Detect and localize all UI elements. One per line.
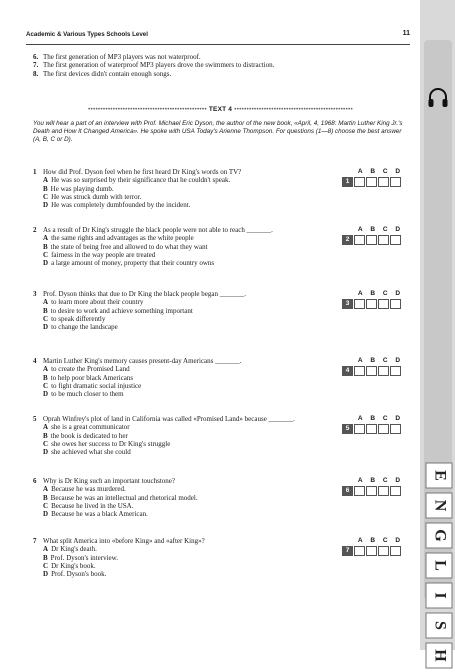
question-stem [33, 168, 333, 176]
option-text: she owes her success to Dr King's struggle [51, 439, 171, 448]
answer-checkbox[interactable] [366, 177, 377, 187]
answer-option [33, 298, 333, 306]
grid-letter: B [370, 537, 376, 544]
option-letter: D [43, 201, 49, 210]
title-dots-right: •••••••••••••••••••••••••••••••••••••••••••••••• [234, 106, 353, 113]
section-title [33, 106, 408, 113]
answer-option [33, 554, 333, 562]
option-text: to desire to work and achieve something important [50, 306, 193, 315]
option-text: fairness in the way people are treated [51, 250, 156, 259]
question-text: As a result of Dr King's struggle the black people were not able to reach _______. [43, 226, 273, 234]
question-text: Martin Luther King's memory causes present-day Americans _______. [43, 357, 242, 365]
option-letter: A [43, 234, 49, 243]
answer-checkbox[interactable] [366, 546, 377, 556]
option-text: He was struck dumb with terror. [51, 192, 142, 201]
answer-grid [342, 357, 404, 376]
option-text: to learn more about their country [51, 298, 144, 307]
grid-letter: A [357, 415, 363, 422]
side-letter: H [426, 643, 453, 669]
answer-row [342, 546, 404, 556]
answer-grid-header [342, 357, 404, 364]
grid-letter: B [370, 477, 376, 484]
answer-checkbox[interactable] [390, 235, 401, 245]
option-letter: D [43, 570, 49, 579]
grid-letter: B [370, 290, 376, 297]
answer-row-number: 6 [342, 486, 353, 496]
answer-checkbox[interactable] [354, 177, 365, 187]
option-text: she achieved what she could [51, 448, 131, 457]
item-number: 6. [33, 53, 39, 61]
answer-option [33, 307, 333, 315]
option-letter: A [43, 176, 49, 185]
answer-checkbox[interactable] [378, 177, 389, 187]
question-text: Prof. Dyson thinks that due to Dr King the black people began _______. [43, 290, 246, 298]
option-letter: B [43, 184, 48, 193]
answer-option [33, 365, 333, 373]
grid-letter: D [395, 477, 401, 484]
answer-grid [342, 290, 404, 309]
answer-checkbox[interactable] [390, 486, 401, 496]
answer-checkbox[interactable] [390, 299, 401, 309]
grid-letter: D [395, 290, 401, 297]
answer-option [33, 390, 333, 398]
list-item [33, 61, 403, 69]
option-letter: B [43, 553, 48, 562]
answer-option [33, 432, 333, 440]
option-letter: D [43, 259, 49, 268]
answer-option [33, 185, 333, 193]
grid-letter: C [382, 477, 388, 484]
question-3 [33, 290, 333, 331]
answer-checkbox[interactable] [354, 546, 365, 556]
answer-checkbox[interactable] [354, 235, 365, 245]
option-text: to change the landscape [51, 323, 118, 332]
answer-checkbox[interactable] [390, 424, 401, 434]
answer-option [33, 562, 333, 570]
answer-option [33, 485, 333, 493]
side-letter: S [426, 613, 453, 639]
grid-letter: B [370, 168, 376, 175]
option-text: the book is dedicated to her [50, 431, 128, 440]
grid-letter: C [382, 537, 388, 544]
option-letter: D [43, 323, 49, 332]
option-text: to fight dramatic social injustice [51, 381, 142, 390]
section-title-text: TEXT 4 [208, 106, 233, 113]
answer-checkbox[interactable] [378, 486, 389, 496]
option-text: to create the Promised Land [51, 365, 130, 374]
option-letter: B [43, 493, 48, 502]
answer-option [33, 570, 333, 578]
question-2 [33, 226, 333, 267]
grid-letter: A [357, 290, 363, 297]
grid-letter: B [370, 357, 376, 364]
grid-letter: C [382, 226, 388, 233]
answer-grid [342, 415, 404, 434]
option-letter: B [43, 306, 48, 315]
grid-letter: A [357, 477, 363, 484]
answer-option [33, 201, 333, 209]
option-letter: A [43, 423, 49, 432]
answer-row [342, 424, 404, 434]
answer-grid-header [342, 415, 404, 422]
grid-letter: B [370, 415, 376, 422]
option-text: the state of being free and allowed to do what they want [50, 242, 208, 251]
answer-option [33, 374, 333, 382]
headphones-icon [426, 86, 450, 110]
answer-checkbox[interactable] [366, 235, 377, 245]
grid-letter: D [395, 415, 401, 422]
grid-letter: C [382, 357, 388, 364]
answer-checkbox[interactable] [390, 546, 401, 556]
question-text: Why is Dr King such an important touchstone? [43, 477, 176, 485]
answer-option [33, 323, 333, 331]
option-text: to help poor black Americans [50, 373, 134, 382]
question-number: 7 [33, 537, 37, 545]
answer-option [33, 502, 333, 510]
answer-row [342, 235, 404, 245]
grid-letter: B [370, 226, 376, 233]
question-number: 6 [33, 477, 37, 485]
option-letter: C [43, 192, 49, 201]
answer-row-number: 2 [342, 235, 353, 245]
list-item [33, 53, 403, 61]
answer-row-number: 7 [342, 546, 353, 556]
grid-letter: A [357, 226, 363, 233]
option-letter: C [43, 561, 49, 570]
question-text: How did Prof. Dyson feel when he first heard Dr King's words on TV? [43, 168, 242, 176]
answer-row-number: 1 [342, 177, 353, 187]
answer-option [33, 259, 333, 267]
answer-option [33, 243, 333, 251]
grid-letter: C [382, 168, 388, 175]
answer-row-number: 3 [342, 299, 353, 309]
answer-grid-header [342, 290, 404, 297]
answer-checkbox[interactable] [378, 424, 389, 434]
answer-checkbox[interactable] [366, 424, 377, 434]
answer-grid-header [342, 168, 404, 175]
question-text: Oprah Winfrey's plot of land in California was called «Promised Land» because _______. [43, 415, 295, 423]
grid-letter: A [357, 537, 363, 544]
side-letter: N [426, 493, 453, 519]
question-6 [33, 477, 333, 518]
page-header [26, 30, 410, 45]
answer-row-number: 4 [342, 366, 353, 376]
answer-row [342, 177, 404, 187]
option-text: to speak differently [51, 314, 106, 323]
question-stem [33, 290, 333, 298]
grid-letter: D [395, 357, 401, 364]
answer-option [33, 251, 333, 259]
question-7 [33, 537, 333, 578]
option-letter: C [43, 250, 49, 259]
answer-checkbox[interactable] [378, 299, 389, 309]
option-letter: D [43, 390, 49, 399]
grid-letter: D [395, 537, 401, 544]
list-item [33, 70, 403, 78]
answer-option [33, 193, 333, 201]
option-text: He was completely dumbfounded by the incident. [51, 201, 191, 210]
answer-option [33, 176, 333, 184]
answer-checkbox[interactable] [390, 366, 401, 376]
answer-row [342, 486, 404, 496]
option-text: He was so surprised by their significance that he couldn't speak. [51, 176, 231, 185]
answer-checkbox[interactable] [354, 366, 365, 376]
answer-option [33, 545, 333, 553]
answer-grid [342, 477, 404, 496]
option-text: Because he was a black American. [51, 510, 148, 519]
answer-option [33, 448, 333, 456]
answer-checkbox[interactable] [354, 424, 365, 434]
grid-letter: C [382, 415, 388, 422]
question-number: 1 [33, 168, 37, 176]
question-1 [33, 168, 333, 209]
option-letter: C [43, 314, 49, 323]
item-text: The first generation of MP3 players was not waterproof. [43, 53, 201, 61]
header-level-label: Academic & Various Types Schools Level [26, 31, 148, 38]
question-stem [33, 226, 333, 234]
answer-option [33, 510, 333, 518]
side-letter: E [426, 463, 453, 489]
option-text: Prof. Dyson's book. [51, 570, 107, 579]
answer-checkbox[interactable] [354, 486, 365, 496]
answer-grid-header [342, 226, 404, 233]
answer-row-number: 5 [342, 424, 353, 434]
option-letter: A [43, 485, 49, 494]
option-letter: C [43, 381, 49, 390]
option-text: a large amount of money, property that their country owns [51, 259, 215, 268]
grid-letter: A [357, 168, 363, 175]
answer-row [342, 299, 404, 309]
answer-grid [342, 537, 404, 556]
question-stem [33, 477, 333, 485]
option-text: Because he was murdered. [51, 485, 126, 494]
side-subject-letters [426, 462, 450, 672]
item-number: 7. [33, 61, 39, 70]
option-letter: D [43, 448, 49, 457]
item-text: The first generation of waterproof MP3 players drove the swimmers to distraction. [43, 61, 275, 70]
side-letter: L [426, 553, 453, 579]
side-letter: G [426, 523, 453, 549]
title-dots-left: •••••••••••••••••••••••••••••••••••••••••••••••• [88, 106, 207, 113]
grid-letter: C [382, 290, 388, 297]
answer-grid-header [342, 477, 404, 484]
question-text: What split America into «before King» and «after King»? [43, 537, 205, 545]
side-letter: I [426, 583, 453, 609]
question-number: 4 [33, 357, 37, 365]
answer-checkbox[interactable] [366, 299, 377, 309]
option-text: to be much closer to them [51, 390, 124, 399]
answer-checkbox[interactable] [366, 366, 377, 376]
option-text: Because he was an intellectual and rhetorical model. [50, 493, 198, 502]
answer-checkbox[interactable] [378, 546, 389, 556]
answer-grid [342, 226, 404, 245]
question-number: 2 [33, 226, 37, 234]
item-number: 8. [33, 69, 39, 78]
answer-row [342, 366, 404, 376]
answer-option [33, 234, 333, 242]
answer-grid-header [342, 537, 404, 544]
option-letter: C [43, 439, 49, 448]
option-text: she is a great communicator [51, 423, 130, 432]
answer-grid [342, 168, 404, 187]
answer-option [33, 494, 333, 502]
answer-checkbox[interactable] [390, 177, 401, 187]
option-letter: C [43, 501, 49, 510]
answer-checkbox[interactable] [378, 366, 389, 376]
item-text: The first devices didn't contain enough songs. [43, 69, 172, 78]
question-number: 5 [33, 415, 37, 423]
answer-option [33, 440, 333, 448]
option-text: He was playing dumb. [50, 184, 114, 193]
option-text: Because he lived in the USA. [51, 501, 134, 510]
option-text: Dr King's death. [51, 545, 97, 554]
question-stem [33, 357, 333, 365]
question-number: 3 [33, 290, 37, 298]
grid-letter: A [357, 357, 363, 364]
option-text: Dr King's book. [51, 561, 96, 570]
grid-letter: D [395, 168, 401, 175]
option-letter: B [43, 242, 48, 251]
answer-option [33, 423, 333, 431]
option-letter: B [43, 431, 48, 440]
answer-option [33, 315, 333, 323]
grid-letter: D [395, 226, 401, 233]
task-instructions: You will hear a part of an interview with Prof. Michael Eric Dyson, the author of the new book, «April, 4, 1968: Martin Luther King Jr.'s Death and How It Changed America». He spoke with USA Today's Arienne Thompson. For questions (1—8) choose the best answer (A, B, C or D). [33, 120, 403, 143]
option-text: Prof. Dyson's interview. [50, 553, 118, 562]
answer-checkbox[interactable] [366, 486, 377, 496]
page-number: 11 [402, 30, 410, 37]
option-letter: A [43, 298, 49, 307]
question-stem [33, 537, 333, 545]
option-letter: D [43, 510, 49, 519]
previous-items [33, 53, 403, 78]
option-letter: B [43, 373, 48, 382]
answer-checkbox[interactable] [378, 235, 389, 245]
question-4 [33, 357, 333, 398]
question-stem [33, 415, 333, 423]
option-letter: A [43, 365, 49, 374]
option-text: the same rights and advantages as the white people [51, 234, 194, 243]
answer-checkbox[interactable] [354, 299, 365, 309]
option-letter: A [43, 545, 49, 554]
question-5 [33, 415, 333, 456]
answer-option [33, 382, 333, 390]
